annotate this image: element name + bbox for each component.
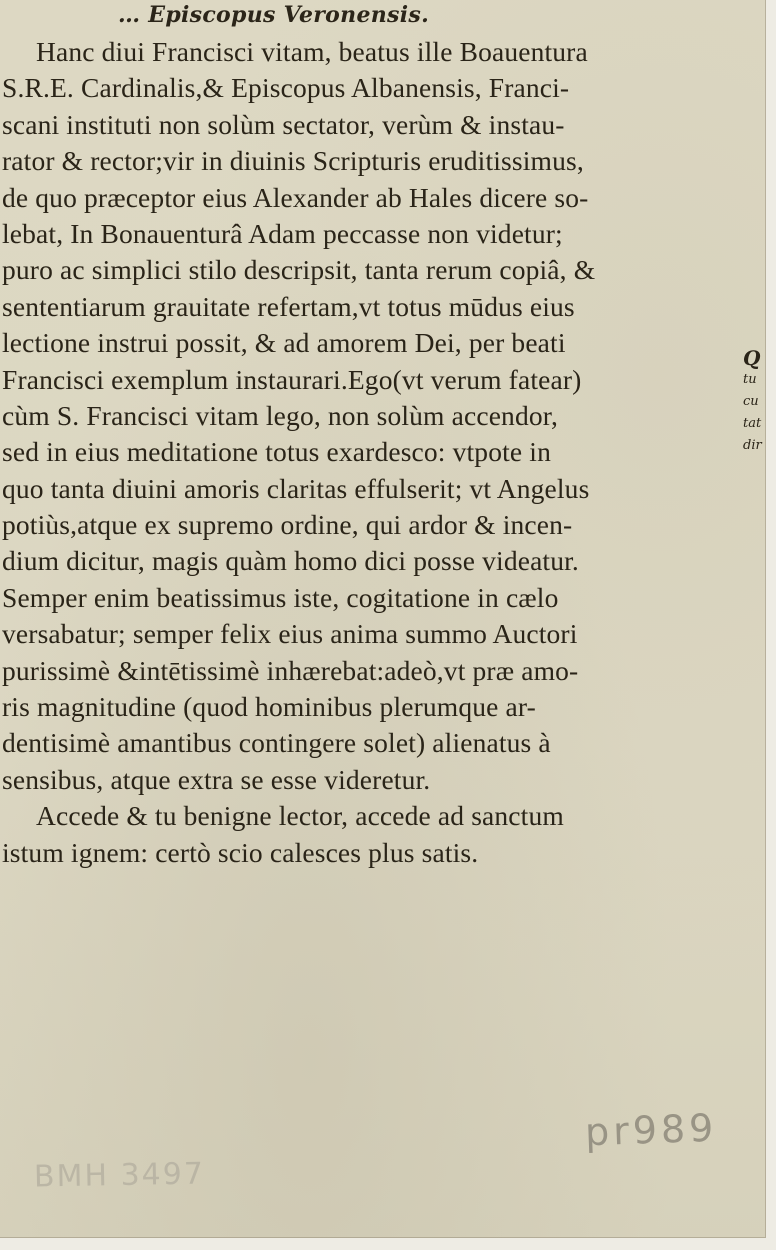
text-line: quo tanta diuini amoris claritas effulserit; vt Angelus [2, 472, 590, 504]
scan-border-right [766, 0, 776, 1250]
margin-note-line: dir [743, 438, 762, 453]
text-line: dentisimè amantibus contingere solet) alienatus à [2, 727, 551, 759]
text-line: dium dicitur, magis quàm homo dici posse videatur. [2, 545, 579, 577]
margin-note-line: cu [743, 394, 759, 409]
margin-note-line: Q [743, 346, 761, 370]
shelfmark-pencil-left: BMH 3497 [33, 1156, 206, 1195]
text-line: Hanc diui Francisci vitam, beatus ille Boauentura [36, 36, 588, 67]
text-line: puro ac simplici stilo descripsit, tanta rerum copiâ, & [2, 254, 596, 286]
text-line: versabatur; semper felix eius anima summo Auctori [2, 618, 578, 650]
text-line: cùm S. Francisci vitam lego, non solùm accendor, [2, 399, 558, 431]
margin-note [743, 347, 771, 457]
text-line: rator & rector;vir in diuinis Scripturis eruditissimus, [2, 145, 584, 177]
text-line: S.R.E. Cardinalis,& Episcopus Albanensis, Franci- [2, 72, 570, 104]
text-line: istum ignem: certò scio calesces plus satis. [2, 836, 479, 868]
text-line: scani instituti non solùm sectator, verùm & instau- [2, 108, 565, 140]
text-line: lebat, In Bonauenturâ Adam peccasse non videtur; [2, 217, 563, 249]
text-line: lectione instrui possit, & ad amorem Dei, per beati [2, 327, 566, 359]
margin-note-line: tu [743, 372, 757, 387]
text-line: ris magnitudine (quod hominibus plerumque ar- [2, 691, 536, 723]
body-text [0, 34, 740, 871]
text-line: de quo præceptor eius Alexander ab Hales dicere so- [2, 181, 589, 213]
text-line: Francisci exemplum instaurari.Ego(vt verum fatear) [2, 363, 582, 395]
text-line: sensibus, atque extra se esse videretur. [2, 763, 431, 795]
shelfmark-pencil-right: pr989 [584, 1105, 719, 1155]
text-line: Semper enim beatissimus iste, cogitatione in cælo [2, 581, 559, 613]
text-line: sententiarum grauitate refertam,vt totus mūdus eius [2, 290, 575, 322]
text-line: sed in eius meditatione totus exardesco: vtpote in [2, 436, 551, 468]
scan-border-bottom [0, 1238, 776, 1250]
running-title: … Episcopus Veronensis. [118, 2, 430, 28]
text-line: potiùs,atque ex supremo ordine, qui ardor & incen- [2, 509, 573, 541]
margin-note-line: tat [743, 416, 762, 431]
text-line: purissimè &intētissimè inhærebat:adeò,vt præ amo- [2, 654, 579, 686]
text-line: Accede & tu benigne lector, accede ad sanctum [36, 800, 564, 832]
